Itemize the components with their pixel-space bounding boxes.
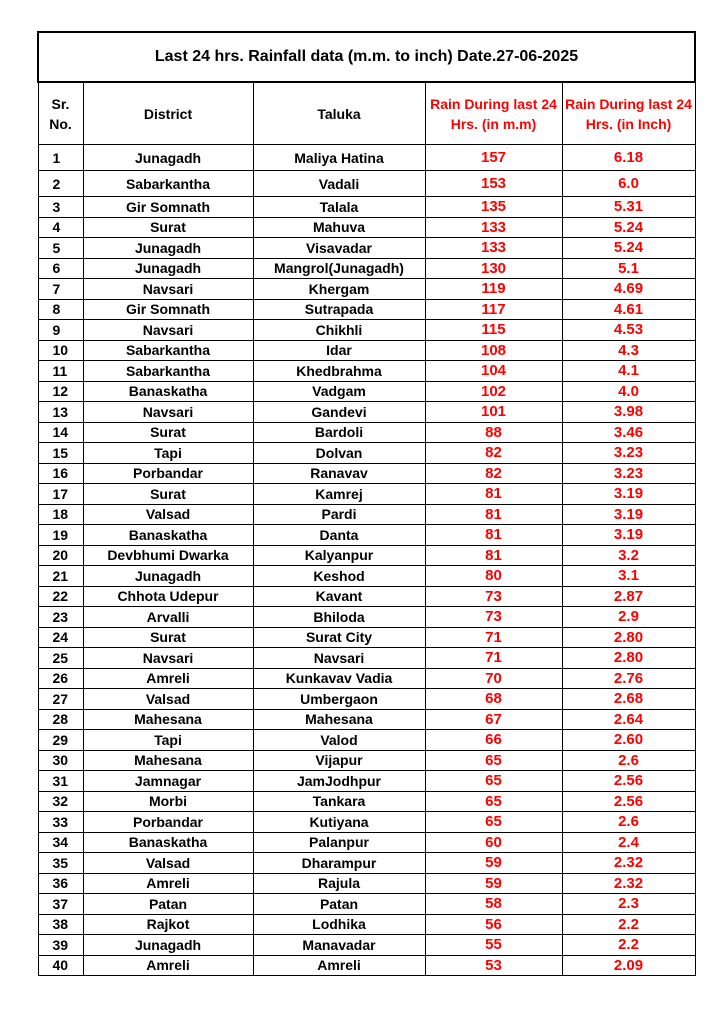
district-cell: Valsad bbox=[83, 853, 253, 874]
taluka-cell: Manavadar bbox=[253, 935, 425, 956]
sr-no-cell: 4 bbox=[38, 217, 83, 238]
sr-no-cell: 29 bbox=[38, 730, 83, 751]
rain-mm-cell: 70 bbox=[425, 668, 562, 689]
rain-mm-cell: 135 bbox=[425, 197, 562, 218]
taluka-cell: Vadali bbox=[253, 171, 425, 197]
rain-mm-cell: 65 bbox=[425, 771, 562, 792]
taluka-cell: Pardi bbox=[253, 504, 425, 525]
district-cell: Surat bbox=[83, 422, 253, 443]
sr-no-cell: 12 bbox=[38, 381, 83, 402]
rain-mm-cell: 71 bbox=[425, 648, 562, 669]
rain-inch-cell: 2.2 bbox=[562, 935, 695, 956]
district-cell: Amreli bbox=[83, 668, 253, 689]
table-row bbox=[38, 145, 695, 171]
taluka-cell: Visavadar bbox=[253, 238, 425, 259]
rain-mm-cell: 55 bbox=[425, 935, 562, 956]
sr-no-cell: 20 bbox=[38, 545, 83, 566]
table-row bbox=[38, 812, 695, 833]
taluka-cell: Maliya Hatina bbox=[253, 145, 425, 171]
taluka-cell: Gandevi bbox=[253, 402, 425, 423]
rain-inch-cell: 5.1 bbox=[562, 258, 695, 279]
rain-mm-cell: 133 bbox=[425, 217, 562, 238]
rain-inch-cell: 2.56 bbox=[562, 791, 695, 812]
taluka-cell: Kavant bbox=[253, 586, 425, 607]
rain-mm-cell: 65 bbox=[425, 791, 562, 812]
rain-inch-cell: 2.32 bbox=[562, 873, 695, 894]
sr-no-cell: 1 bbox=[38, 145, 83, 171]
sr-no-cell: 21 bbox=[38, 566, 83, 587]
rain-inch-cell: 3.19 bbox=[562, 525, 695, 546]
district-cell: Banaskatha bbox=[83, 381, 253, 402]
taluka-cell: Sutrapada bbox=[253, 299, 425, 320]
district-cell: Arvalli bbox=[83, 607, 253, 628]
rain-inch-cell: 2.6 bbox=[562, 750, 695, 771]
district-cell: Junagadh bbox=[83, 258, 253, 279]
district-cell: Banaskatha bbox=[83, 525, 253, 546]
district-cell: Surat bbox=[83, 484, 253, 505]
rain-mm-cell: 60 bbox=[425, 832, 562, 853]
taluka-cell: Mangrol(Junagadh) bbox=[253, 258, 425, 279]
rain-mm-cell: 66 bbox=[425, 730, 562, 751]
taluka-cell: Mahesana bbox=[253, 709, 425, 730]
table-row bbox=[38, 586, 695, 607]
rain-inch-cell: 2.80 bbox=[562, 648, 695, 669]
rain-inch-cell: 2.4 bbox=[562, 832, 695, 853]
sr-no-cell: 28 bbox=[38, 709, 83, 730]
sr-no-cell: 18 bbox=[38, 504, 83, 525]
taluka-cell: Dolvan bbox=[253, 443, 425, 464]
rain-inch-cell: 4.61 bbox=[562, 299, 695, 320]
rain-mm-cell: 65 bbox=[425, 750, 562, 771]
table-row bbox=[38, 832, 695, 853]
taluka-cell: Navsari bbox=[253, 648, 425, 669]
header-rain-inch: Rain During last 24 Hrs. (in Inch) bbox=[562, 82, 695, 145]
rain-inch-cell: 2.56 bbox=[562, 771, 695, 792]
taluka-cell: Kalyanpur bbox=[253, 545, 425, 566]
district-cell: Navsari bbox=[83, 320, 253, 341]
taluka-cell: Surat City bbox=[253, 627, 425, 648]
rain-mm-cell: 67 bbox=[425, 709, 562, 730]
sr-no-cell: 30 bbox=[38, 750, 83, 771]
taluka-cell: Patan bbox=[253, 894, 425, 915]
sr-no-cell: 7 bbox=[38, 279, 83, 300]
rain-mm-cell: 59 bbox=[425, 853, 562, 874]
table-row bbox=[38, 607, 695, 628]
rain-inch-cell: 3.19 bbox=[562, 504, 695, 525]
table-row bbox=[38, 463, 695, 484]
taluka-cell: Kamrej bbox=[253, 484, 425, 505]
rain-mm-cell: 117 bbox=[425, 299, 562, 320]
rain-inch-cell: 4.1 bbox=[562, 361, 695, 382]
taluka-cell: Valod bbox=[253, 730, 425, 751]
table-row bbox=[38, 566, 695, 587]
rain-mm-cell: 73 bbox=[425, 607, 562, 628]
district-cell: Chhota Udepur bbox=[83, 586, 253, 607]
sr-no-cell: 24 bbox=[38, 627, 83, 648]
rain-inch-cell: 3.1 bbox=[562, 566, 695, 587]
sr-no-cell: 15 bbox=[38, 443, 83, 464]
rain-inch-cell: 2.60 bbox=[562, 730, 695, 751]
table-row bbox=[38, 689, 695, 710]
rain-mm-cell: 56 bbox=[425, 914, 562, 935]
taluka-cell: Idar bbox=[253, 340, 425, 361]
table-row bbox=[38, 484, 695, 505]
table-row bbox=[38, 402, 695, 423]
sr-no-cell: 2 bbox=[38, 171, 83, 197]
table-row bbox=[38, 504, 695, 525]
rain-mm-cell: 82 bbox=[425, 443, 562, 464]
rain-mm-cell: 59 bbox=[425, 873, 562, 894]
table-row bbox=[38, 709, 695, 730]
district-cell: Patan bbox=[83, 894, 253, 915]
rain-inch-cell: 3.46 bbox=[562, 422, 695, 443]
sr-no-cell: 25 bbox=[38, 648, 83, 669]
district-cell: Navsari bbox=[83, 279, 253, 300]
district-cell: Sabarkantha bbox=[83, 340, 253, 361]
rain-inch-cell: 2.68 bbox=[562, 689, 695, 710]
sr-no-cell: 31 bbox=[38, 771, 83, 792]
table-title: Last 24 hrs. Rainfall data (m.m. to inch) Date.27-06-2025 bbox=[38, 32, 695, 82]
table-row bbox=[38, 279, 695, 300]
rain-inch-cell: 2.87 bbox=[562, 586, 695, 607]
rain-mm-cell: 71 bbox=[425, 627, 562, 648]
sr-no-cell: 14 bbox=[38, 422, 83, 443]
district-cell: Rajkot bbox=[83, 914, 253, 935]
sr-no-cell: 22 bbox=[38, 586, 83, 607]
table-row bbox=[38, 525, 695, 546]
taluka-cell: Amreli bbox=[253, 955, 425, 976]
table-row bbox=[38, 894, 695, 915]
table-row bbox=[38, 873, 695, 894]
table-row bbox=[38, 422, 695, 443]
rain-mm-cell: 88 bbox=[425, 422, 562, 443]
district-cell: Junagadh bbox=[83, 935, 253, 956]
table-row bbox=[38, 299, 695, 320]
rain-inch-cell: 2.64 bbox=[562, 709, 695, 730]
district-cell: Banaskatha bbox=[83, 832, 253, 853]
table-row bbox=[38, 171, 695, 197]
sr-no-cell: 3 bbox=[38, 197, 83, 218]
taluka-cell: Talala bbox=[253, 197, 425, 218]
sr-no-cell: 32 bbox=[38, 791, 83, 812]
taluka-cell: Palanpur bbox=[253, 832, 425, 853]
table-row bbox=[38, 791, 695, 812]
rain-inch-cell: 2.32 bbox=[562, 853, 695, 874]
header-rain-mm: Rain During last 24 Hrs. (in m.m) bbox=[425, 82, 562, 145]
rain-inch-cell: 5.31 bbox=[562, 197, 695, 218]
district-cell: Sabarkantha bbox=[83, 171, 253, 197]
rain-inch-cell: 2.3 bbox=[562, 894, 695, 915]
rain-inch-cell: 3.98 bbox=[562, 402, 695, 423]
rain-mm-cell: 81 bbox=[425, 484, 562, 505]
table-row bbox=[38, 730, 695, 751]
table-row bbox=[38, 914, 695, 935]
district-cell: Devbhumi Dwarka bbox=[83, 545, 253, 566]
district-cell: Navsari bbox=[83, 648, 253, 669]
taluka-cell: Ranavav bbox=[253, 463, 425, 484]
table-row bbox=[38, 197, 695, 218]
district-cell: Morbi bbox=[83, 791, 253, 812]
rain-mm-cell: 68 bbox=[425, 689, 562, 710]
table-row bbox=[38, 238, 695, 259]
table-row bbox=[38, 853, 695, 874]
rain-inch-cell: 5.24 bbox=[562, 238, 695, 259]
sr-no-cell: 23 bbox=[38, 607, 83, 628]
district-cell: Mahesana bbox=[83, 709, 253, 730]
sr-no-cell: 37 bbox=[38, 894, 83, 915]
rain-mm-cell: 81 bbox=[425, 545, 562, 566]
district-cell: Tapi bbox=[83, 443, 253, 464]
table-row bbox=[38, 340, 695, 361]
taluka-cell: Mahuva bbox=[253, 217, 425, 238]
rain-mm-cell: 133 bbox=[425, 238, 562, 259]
district-cell: Surat bbox=[83, 627, 253, 648]
sr-no-cell: 8 bbox=[38, 299, 83, 320]
district-cell: Mahesana bbox=[83, 750, 253, 771]
rain-mm-cell: 81 bbox=[425, 504, 562, 525]
rain-inch-cell: 4.0 bbox=[562, 381, 695, 402]
district-cell: Jamnagar bbox=[83, 771, 253, 792]
table-row bbox=[38, 258, 695, 279]
rain-mm-cell: 130 bbox=[425, 258, 562, 279]
rain-mm-cell: 82 bbox=[425, 463, 562, 484]
rain-mm-cell: 157 bbox=[425, 145, 562, 171]
rain-inch-cell: 4.69 bbox=[562, 279, 695, 300]
district-cell: Amreli bbox=[83, 873, 253, 894]
district-cell: Valsad bbox=[83, 689, 253, 710]
table-row bbox=[38, 320, 695, 341]
sr-no-cell: 6 bbox=[38, 258, 83, 279]
rain-inch-cell: 2.76 bbox=[562, 668, 695, 689]
rain-mm-cell: 53 bbox=[425, 955, 562, 976]
sr-no-cell: 38 bbox=[38, 914, 83, 935]
rain-inch-cell: 3.23 bbox=[562, 443, 695, 464]
rain-mm-cell: 153 bbox=[425, 171, 562, 197]
taluka-cell: Keshod bbox=[253, 566, 425, 587]
rain-mm-cell: 58 bbox=[425, 894, 562, 915]
district-cell: Porbandar bbox=[83, 463, 253, 484]
header-district: District bbox=[83, 82, 253, 145]
rain-mm-cell: 104 bbox=[425, 361, 562, 382]
sr-no-cell: 10 bbox=[38, 340, 83, 361]
rain-inch-cell: 2.80 bbox=[562, 627, 695, 648]
rain-inch-cell: 6.18 bbox=[562, 145, 695, 171]
header-row bbox=[38, 82, 695, 145]
rain-mm-cell: 73 bbox=[425, 586, 562, 607]
rain-inch-cell: 3.2 bbox=[562, 545, 695, 566]
rain-mm-cell: 101 bbox=[425, 402, 562, 423]
sr-no-cell: 33 bbox=[38, 812, 83, 833]
sr-no-cell: 36 bbox=[38, 873, 83, 894]
rain-inch-cell: 3.19 bbox=[562, 484, 695, 505]
rain-mm-cell: 119 bbox=[425, 279, 562, 300]
taluka-cell: Khedbrahma bbox=[253, 361, 425, 382]
rain-inch-cell: 3.23 bbox=[562, 463, 695, 484]
table-row bbox=[38, 771, 695, 792]
rainfall-table bbox=[37, 31, 696, 976]
district-cell: Valsad bbox=[83, 504, 253, 525]
taluka-cell: Vadgam bbox=[253, 381, 425, 402]
rain-mm-cell: 108 bbox=[425, 340, 562, 361]
district-cell: Junagadh bbox=[83, 145, 253, 171]
table-row bbox=[38, 668, 695, 689]
district-cell: Tapi bbox=[83, 730, 253, 751]
rain-mm-cell: 115 bbox=[425, 320, 562, 341]
taluka-cell: Khergam bbox=[253, 279, 425, 300]
taluka-cell: Bardoli bbox=[253, 422, 425, 443]
sr-no-cell: 17 bbox=[38, 484, 83, 505]
sr-no-cell: 5 bbox=[38, 238, 83, 259]
taluka-cell: Bhiloda bbox=[253, 607, 425, 628]
district-cell: Navsari bbox=[83, 402, 253, 423]
district-cell: Porbandar bbox=[83, 812, 253, 833]
taluka-cell: Chikhli bbox=[253, 320, 425, 341]
sr-no-cell: 39 bbox=[38, 935, 83, 956]
sr-no-cell: 9 bbox=[38, 320, 83, 341]
rain-inch-cell: 6.0 bbox=[562, 171, 695, 197]
rain-inch-cell: 2.2 bbox=[562, 914, 695, 935]
taluka-cell: Kunkavav Vadia bbox=[253, 668, 425, 689]
sr-no-cell: 13 bbox=[38, 402, 83, 423]
rain-inch-cell: 4.53 bbox=[562, 320, 695, 341]
table-row bbox=[38, 361, 695, 382]
table-body bbox=[38, 145, 695, 976]
rain-mm-cell: 102 bbox=[425, 381, 562, 402]
table-row bbox=[38, 750, 695, 771]
sr-no-cell: 27 bbox=[38, 689, 83, 710]
header-taluka: Taluka bbox=[253, 82, 425, 145]
taluka-cell: Danta bbox=[253, 525, 425, 546]
taluka-cell: Rajula bbox=[253, 873, 425, 894]
table-row bbox=[38, 955, 695, 976]
taluka-cell: Umbergaon bbox=[253, 689, 425, 710]
table-row bbox=[38, 217, 695, 238]
table-row bbox=[38, 627, 695, 648]
district-cell: Amreli bbox=[83, 955, 253, 976]
taluka-cell: Vijapur bbox=[253, 750, 425, 771]
district-cell: Junagadh bbox=[83, 566, 253, 587]
table-row bbox=[38, 381, 695, 402]
sr-no-cell: 11 bbox=[38, 361, 83, 382]
sr-no-cell: 40 bbox=[38, 955, 83, 976]
taluka-cell: Kutiyana bbox=[253, 812, 425, 833]
sr-no-cell: 35 bbox=[38, 853, 83, 874]
sr-no-cell: 16 bbox=[38, 463, 83, 484]
district-cell: Junagadh bbox=[83, 238, 253, 259]
district-cell: Gir Somnath bbox=[83, 197, 253, 218]
table-row bbox=[38, 935, 695, 956]
district-cell: Surat bbox=[83, 217, 253, 238]
table-row bbox=[38, 443, 695, 464]
rain-mm-cell: 65 bbox=[425, 812, 562, 833]
rain-inch-cell: 2.9 bbox=[562, 607, 695, 628]
header-sr-no: Sr. No. bbox=[38, 82, 83, 145]
taluka-cell: Tankara bbox=[253, 791, 425, 812]
taluka-cell: Lodhika bbox=[253, 914, 425, 935]
rain-inch-cell: 2.09 bbox=[562, 955, 695, 976]
rain-inch-cell: 2.6 bbox=[562, 812, 695, 833]
rain-mm-cell: 80 bbox=[425, 566, 562, 587]
taluka-cell: JamJodhpur bbox=[253, 771, 425, 792]
sr-no-cell: 26 bbox=[38, 668, 83, 689]
rain-inch-cell: 4.3 bbox=[562, 340, 695, 361]
sr-no-cell: 19 bbox=[38, 525, 83, 546]
sr-no-cell: 34 bbox=[38, 832, 83, 853]
rain-mm-cell: 81 bbox=[425, 525, 562, 546]
table-row bbox=[38, 545, 695, 566]
table-row bbox=[38, 648, 695, 669]
taluka-cell: Dharampur bbox=[253, 853, 425, 874]
rain-inch-cell: 5.24 bbox=[562, 217, 695, 238]
district-cell: Sabarkantha bbox=[83, 361, 253, 382]
district-cell: Gir Somnath bbox=[83, 299, 253, 320]
